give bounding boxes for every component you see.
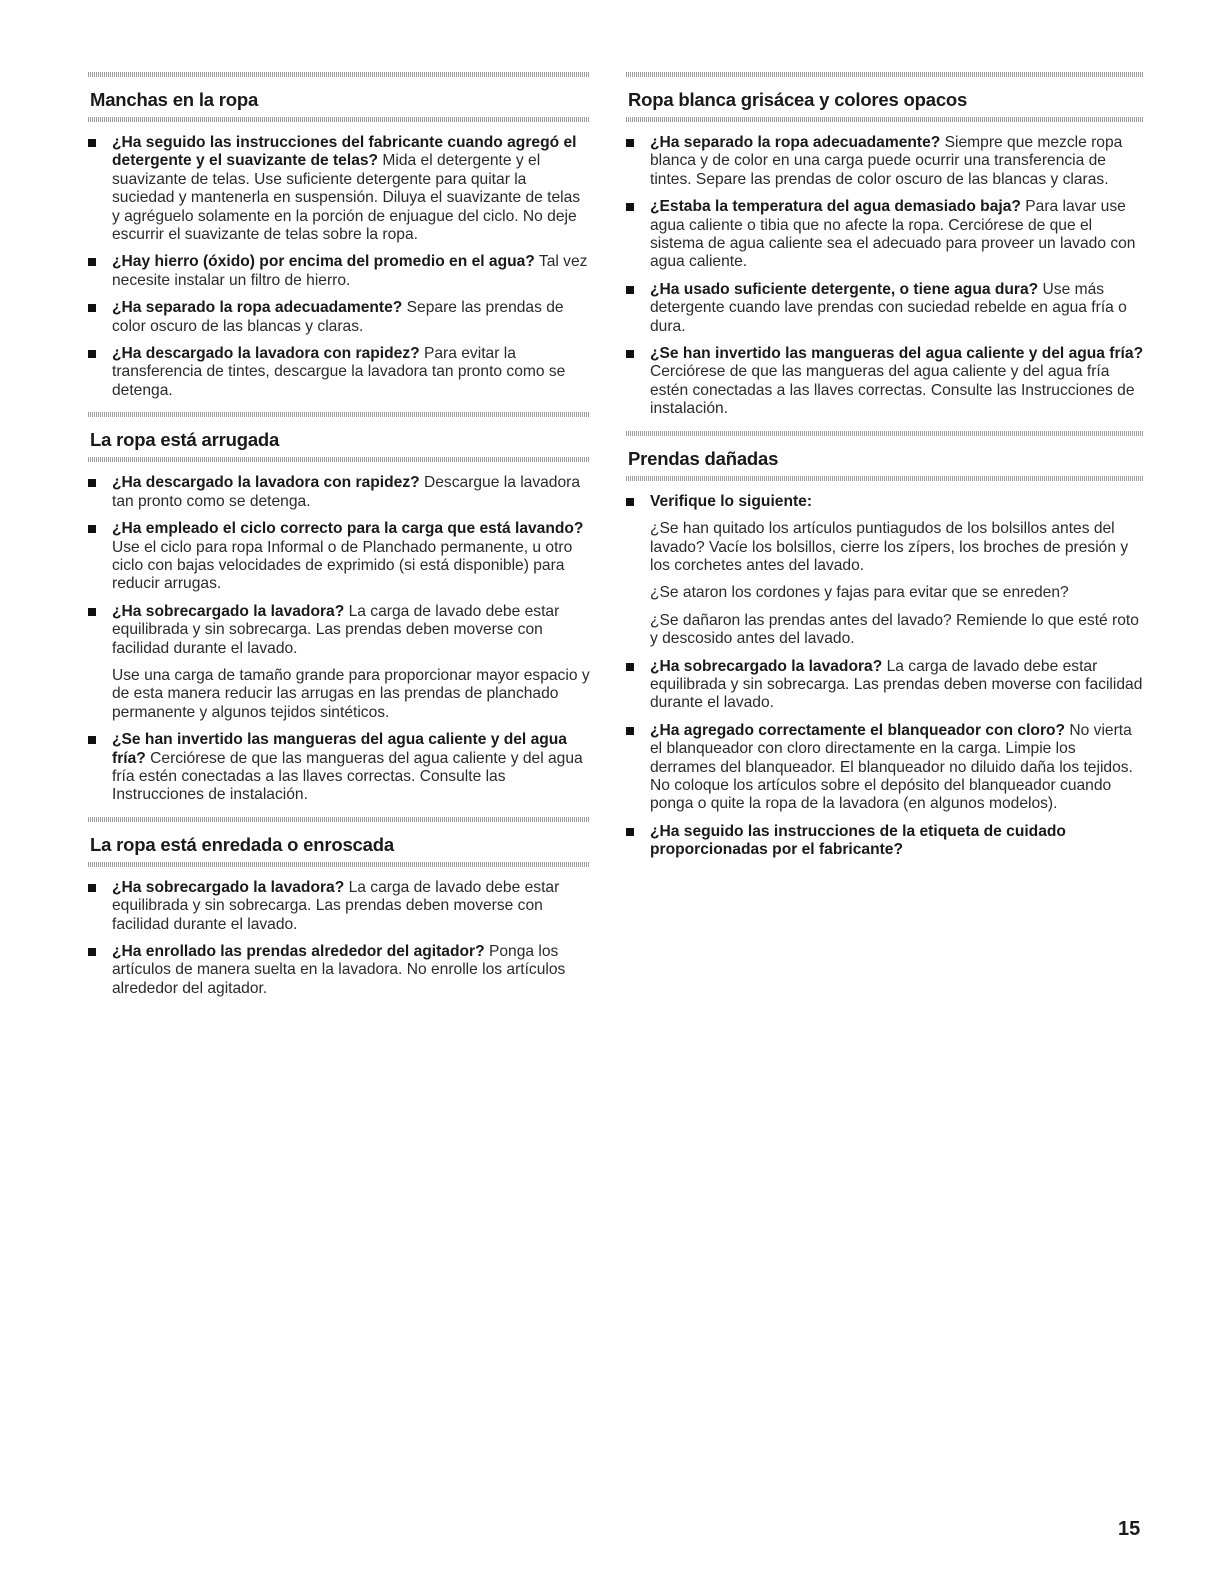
section-title: La ropa está arrugada (90, 429, 280, 451)
section-arrugada (88, 412, 590, 805)
bullet-icon (626, 663, 634, 671)
bullet-icon (626, 139, 634, 147)
section-rule (626, 431, 1144, 436)
answer-text: Tal vez necesite instalar un filtro de hierro. (112, 253, 588, 289)
list-item (88, 134, 590, 244)
bullet-icon (88, 350, 96, 358)
section-manchas (88, 72, 590, 400)
bullet-icon (88, 608, 96, 616)
list-item (88, 299, 590, 336)
section-prendas-danadas (626, 431, 1144, 860)
question-text: ¿Hay hierro (óxido) por encima del promedio en el agua? (112, 253, 535, 271)
answer-text: Separe las prendas de color oscuro de las blancas y claras. (112, 299, 564, 335)
section-title: Ropa blanca grisácea y colores opacos (628, 89, 968, 110)
bullet-icon (88, 139, 96, 147)
bullet-icon (626, 727, 634, 735)
answer-text: Cerciórese de que las mangueras del agua caliente y del agua fría estén conectadas a las llaves correctas. Consulte las Instrucciones de instalación. (650, 363, 1135, 418)
section-title: Manchas en la ropa (90, 89, 259, 110)
question-text: ¿Ha separado la ropa adecuadamente? (650, 134, 941, 151)
list-item (626, 134, 1144, 189)
list-item (88, 943, 590, 998)
question-text: ¿Ha empleado el ciclo correcto para la carga que está lavando? (112, 520, 584, 538)
question-text: ¿Ha seguido las instrucciones de la etiqueta de cuidado proporcionadas por el fabricante? (650, 822, 1066, 859)
section-title: Prendas dañadas (628, 447, 779, 469)
list-item (626, 658, 1144, 713)
list-item (88, 253, 590, 290)
list-item (626, 281, 1144, 336)
list-item (88, 879, 590, 934)
list-item (88, 603, 590, 658)
left-column (88, 72, 590, 1010)
bullet-icon (626, 498, 634, 506)
answer-text: Para evitar la transferencia de tintes, descargue la lavadora tan pronto como se detenga. (112, 345, 566, 399)
list-item (88, 731, 590, 805)
section-rule (626, 117, 1144, 122)
bullet-icon (88, 948, 96, 956)
list-item (88, 474, 590, 511)
bullet-icon (88, 884, 96, 892)
section-rule (626, 72, 1144, 77)
question-text: ¿Ha enrollado las prendas alrededor del agitador? (112, 943, 485, 960)
answer-text: No vierta el blanqueador con cloro directamente en la carga. Limpie los derrames del blanqueador. El blanqueador no diluido daña los tejidos. No coloque los artículos sobre el depósito del blanqueador cuando ponga o quite la ropa de la lavadora (en algunos modelos). (650, 721, 1133, 813)
bullet-icon (88, 736, 96, 744)
list-item (88, 345, 590, 400)
bullet-icon (88, 479, 96, 487)
list-item (88, 520, 590, 594)
right-column (626, 72, 1144, 872)
bullet-icon (626, 286, 634, 294)
answer-text: Para lavar use agua caliente o tibia que no afecte la ropa. Cerciórese de que el sistema de agua caliente sea el adecuado para proveer un lavado con agua caliente. (650, 198, 1136, 271)
note-paragraph: ¿Se han quitado los artículos puntiagudos de los bolsillos antes del lavado? Vacíe los bolsillos, cierre los zípers, los broches de presión y los corchetes antes del lavado. (650, 520, 1129, 574)
section-title: La ropa está enredada o enroscada (90, 833, 394, 855)
note-paragraph: ¿Se dañaron las prendas antes del lavado? Remiende lo que esté roto y descosido antes del lavado. (650, 611, 1139, 648)
note-paragraph: ¿Se ataron los cordones y fajas para evitar que se enreden? (650, 584, 1069, 602)
question-text: ¿Se han invertido las mangueras del agua caliente y del agua fría? (650, 345, 1144, 363)
section-enredada (88, 817, 590, 998)
answer-text: La carga de lavado debe estar equilibrada y sin sobrecarga. Las prendas deben moverse con facilidad durante el lavado. (112, 878, 560, 933)
list-item (626, 345, 1144, 419)
question-text: ¿Ha usado suficiente detergente, o tiene agua dura? (650, 280, 1039, 298)
question-text: ¿Se han invertido las mangueras del agua caliente y del agua fría? (112, 731, 567, 767)
section-ropa-blanca (626, 72, 1144, 419)
bullet-icon (88, 258, 96, 266)
note-paragraph: Use una carga de tamaño grande para proporcionar mayor espacio y de esta manera reducir las arrugas en las prendas de planchado permanente y algunos tejidos sintéticos. (112, 666, 590, 721)
section-rule (88, 72, 590, 77)
section-rule (88, 117, 590, 122)
answer-text: Ponga los artículos de manera suelta en la lavadora. No enrolle los artículos alrededor del agitador. (112, 943, 566, 997)
answer-text: Cerciórese de que las mangueras del agua caliente y del agua fría estén conectadas a las llaves correctas. Consulte las Instrucciones de instalación. (112, 749, 583, 804)
section-rule (88, 457, 590, 462)
section-rule (626, 476, 1144, 481)
section-rule (88, 817, 590, 822)
section-rule (88, 862, 590, 867)
answer-text: Use el ciclo para ropa Informal o de Planchado permanente, u otro ciclo con bajas velocidades de exprimido (si está disponible) para reducir arrugas. (112, 538, 573, 593)
question-text: ¿Estaba la temperatura del agua demasiado baja? (650, 198, 1021, 216)
bullet-icon (88, 525, 96, 533)
question-text: ¿Ha sobrecargado la lavadora? (112, 602, 345, 620)
list-item (626, 722, 1144, 814)
bullet-icon (626, 203, 634, 211)
question-text: ¿Ha separado la ropa adecuadamente? (112, 299, 403, 317)
section-rule (88, 412, 590, 417)
bullet-icon (88, 304, 96, 312)
question-text: ¿Ha descargado la lavadora con rapidez? (112, 345, 420, 363)
question-text: ¿Ha sobrecargado la lavadora? (650, 657, 883, 675)
bullet-icon (626, 350, 634, 358)
list-item (626, 198, 1144, 272)
list-item (626, 493, 1144, 511)
page-number: 15 (1118, 1518, 1141, 1540)
answer-text: Descargue la lavadora tan pronto como se detenga. (112, 474, 581, 510)
answer-text: La carga de lavado debe estar equilibrada y sin sobrecarga. Las prendas deben moverse con facilidad durante el lavado. (112, 602, 560, 657)
answer-text: Siempre que mezcle ropa blanca y de color en una carga puede ocurrir una transferencia de tintes. Separe las prendas de color oscuro de las blancas y claras. (650, 134, 1123, 188)
question-text: ¿Ha agregado correctamente el blanqueador con cloro? (650, 721, 1066, 739)
question-text: ¿Ha sobrecargado la lavadora? (112, 878, 345, 896)
answer-text: La carga de lavado debe estar equilibrada y sin sobrecarga. Las prendas deben moverse con facilidad durante el lavado. (650, 657, 1143, 712)
answer-text: Use más detergente cuando lave prendas con suciedad rebelde en agua fría o dura. (650, 280, 1127, 335)
question-text: ¿Ha seguido las instrucciones del fabricante cuando agregó el detergente y el suavizante de telas? (112, 134, 577, 170)
question-text: Verifique lo siguiente: (650, 492, 813, 510)
answer-text: Mida el detergente y el suavizante de telas. Use suficiente detergente para quitar la suciedad y mantenerla en suspensión. Diluya el suavizante de telas y agréguelo solamente en la porción de enjuague del ciclo. No deje escurrir el suavizante de telas sobre la ropa. (112, 152, 581, 244)
bullet-icon (626, 828, 634, 836)
list-item (626, 823, 1144, 860)
question-text: ¿Ha descargado la lavadora con rapidez? (112, 474, 420, 492)
